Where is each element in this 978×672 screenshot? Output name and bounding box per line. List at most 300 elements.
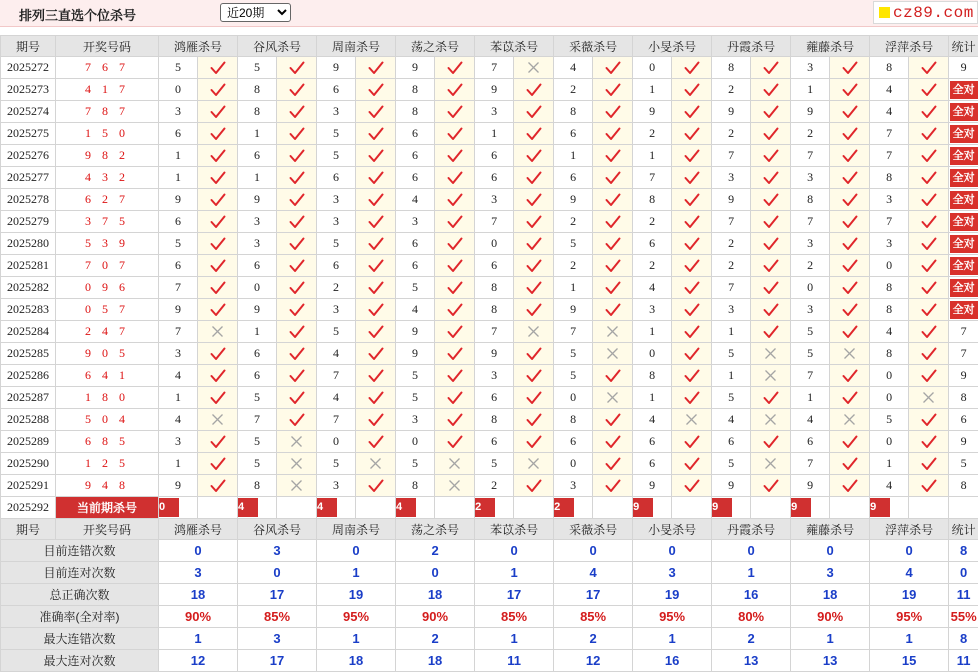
kill-number-cell: 5 xyxy=(554,365,593,387)
check-icon-cell xyxy=(593,211,633,233)
current-kill-cell xyxy=(791,497,830,519)
current-kill-cell xyxy=(475,497,514,519)
stat-cell xyxy=(949,123,978,145)
summary-value: 1 xyxy=(317,562,396,584)
check-icon-cell xyxy=(435,145,475,167)
summary-value: 0 xyxy=(870,540,949,562)
check-icon xyxy=(830,237,869,251)
check-icon xyxy=(672,303,711,317)
kill-number-cell: 7 xyxy=(159,321,198,343)
check-icon-cell xyxy=(198,57,238,79)
current-blank-cell xyxy=(672,497,712,519)
check-icon-cell xyxy=(830,365,870,387)
check-icon xyxy=(198,259,237,273)
check-icon-cell xyxy=(435,167,475,189)
check-icon xyxy=(909,149,948,163)
stat-cell xyxy=(949,167,978,189)
kill-number-cell: 7 xyxy=(475,57,514,79)
stat-cell xyxy=(949,189,978,211)
check-icon xyxy=(751,171,790,185)
check-icon-cell xyxy=(672,321,712,343)
header-expert: 苯苡杀号 xyxy=(475,36,554,57)
current-kill-cell xyxy=(554,497,593,519)
check-icon xyxy=(435,171,474,185)
header-expert: 丹霞杀号 xyxy=(712,36,791,57)
cross-icon-cell xyxy=(909,387,949,409)
check-icon-cell xyxy=(198,211,238,233)
check-icon xyxy=(672,281,711,295)
kill-number-cell: 3 xyxy=(396,409,435,431)
check-icon-cell xyxy=(356,299,396,321)
check-icon xyxy=(435,149,474,163)
kill-number-cell: 7 xyxy=(317,409,356,431)
check-icon-cell xyxy=(356,321,396,343)
check-icon-cell xyxy=(356,409,396,431)
check-icon-cell xyxy=(514,233,554,255)
kill-number-cell: 3 xyxy=(317,475,356,497)
kill-number-cell: 7 xyxy=(712,211,751,233)
kill-number-cell: 5 xyxy=(238,57,277,79)
current-stat-cell xyxy=(949,497,978,519)
check-icon xyxy=(672,61,711,75)
kill-number-cell: 5 xyxy=(396,453,435,475)
current-blank-cell xyxy=(277,497,317,519)
check-icon xyxy=(277,303,316,317)
summary-value: 90% xyxy=(159,606,238,628)
kill-number-cell: 9 xyxy=(712,101,751,123)
current-blank-cell xyxy=(751,497,791,519)
kill-number-cell: 9 xyxy=(475,343,514,365)
kill-number-cell: 9 xyxy=(554,189,593,211)
check-icon-cell xyxy=(356,145,396,167)
check-icon xyxy=(356,215,395,229)
check-icon xyxy=(356,281,395,295)
check-icon-cell xyxy=(909,123,949,145)
kill-number-cell: 2 xyxy=(554,79,593,101)
check-icon xyxy=(593,149,632,163)
period-cell: 2025286 xyxy=(1,365,56,387)
draw-number-cell: 9 4 8 xyxy=(56,475,159,497)
kill-number-cell: 2 xyxy=(475,475,514,497)
check-icon-cell xyxy=(830,387,870,409)
kill-number-cell: 9 xyxy=(159,299,198,321)
check-icon-cell xyxy=(356,79,396,101)
table-row xyxy=(1,167,978,189)
check-icon-cell xyxy=(830,431,870,453)
stat-cell xyxy=(949,299,978,321)
check-icon-cell xyxy=(277,409,317,431)
check-icon-cell xyxy=(277,79,317,101)
table-header-row xyxy=(1,36,978,57)
check-icon-cell xyxy=(435,409,475,431)
summary-value: 13 xyxy=(712,650,791,672)
current-kill-number: 9 xyxy=(870,498,890,517)
check-icon xyxy=(593,479,632,493)
current-blank-cell xyxy=(593,497,633,519)
check-icon xyxy=(514,171,553,185)
kill-number-cell: 6 xyxy=(475,387,514,409)
check-icon xyxy=(277,281,316,295)
cross-icon xyxy=(751,347,790,360)
check-icon xyxy=(435,347,474,361)
kill-number-cell: 8 xyxy=(712,57,751,79)
check-icon-cell xyxy=(830,101,870,123)
cross-icon xyxy=(593,347,632,360)
draw-number-cell: 4 3 2 xyxy=(56,167,159,189)
check-icon-cell xyxy=(830,277,870,299)
summary-value: 3 xyxy=(159,562,238,584)
cross-icon-cell xyxy=(514,453,554,475)
summary-value: 18 xyxy=(396,650,475,672)
kill-number-cell: 2 xyxy=(633,123,672,145)
check-icon-cell xyxy=(198,167,238,189)
kill-number-cell: 3 xyxy=(159,101,198,123)
check-icon xyxy=(277,171,316,185)
check-icon-cell xyxy=(435,299,475,321)
check-icon-cell xyxy=(435,233,475,255)
check-icon-cell xyxy=(593,431,633,453)
kill-number-cell: 0 xyxy=(870,387,909,409)
table-row xyxy=(1,123,978,145)
header-expert: 丹霞杀号 xyxy=(712,519,791,540)
check-icon xyxy=(909,457,948,471)
check-icon-cell xyxy=(435,343,475,365)
kill-number-cell: 7 xyxy=(791,365,830,387)
summary-value: 85% xyxy=(554,606,633,628)
header-period: 期号 xyxy=(1,36,56,57)
check-icon xyxy=(909,127,948,141)
check-icon-cell xyxy=(514,409,554,431)
current-kill-number: 9 xyxy=(633,498,653,517)
kill-number-cell: 6 xyxy=(238,255,277,277)
check-icon xyxy=(672,479,711,493)
current-blank-cell xyxy=(435,497,475,519)
kill-number-cell: 3 xyxy=(475,365,514,387)
summary-value: 0 xyxy=(791,540,870,562)
cross-icon-cell xyxy=(672,409,712,431)
kill-number-cell: 4 xyxy=(633,277,672,299)
check-icon xyxy=(830,259,869,273)
cross-icon-cell xyxy=(593,387,633,409)
check-icon-cell xyxy=(751,167,791,189)
stat-cell: 8 xyxy=(949,475,978,497)
check-icon-cell xyxy=(593,233,633,255)
check-icon xyxy=(830,61,869,75)
kill-number-cell: 5 xyxy=(712,453,751,475)
check-icon-cell xyxy=(909,409,949,431)
check-icon-cell xyxy=(277,299,317,321)
cross-icon-cell xyxy=(435,453,475,475)
kill-number-cell: 4 xyxy=(870,321,909,343)
kill-number-cell: 0 xyxy=(554,453,593,475)
summary-value: 3 xyxy=(633,562,712,584)
check-icon-cell xyxy=(672,365,712,387)
kill-number-cell: 6 xyxy=(633,431,672,453)
check-icon-cell xyxy=(514,123,554,145)
check-icon-cell xyxy=(593,79,633,101)
check-icon xyxy=(830,391,869,405)
check-icon xyxy=(277,105,316,119)
check-icon xyxy=(356,435,395,449)
table-row xyxy=(1,387,978,409)
check-icon-cell xyxy=(198,343,238,365)
kill-number-cell: 2 xyxy=(554,211,593,233)
kill-number-cell: 7 xyxy=(712,145,751,167)
summary-row xyxy=(1,628,978,650)
check-icon xyxy=(356,413,395,427)
kill-number-cell: 5 xyxy=(238,431,277,453)
check-icon xyxy=(356,105,395,119)
check-icon xyxy=(830,127,869,141)
top-bar xyxy=(0,0,978,27)
check-icon xyxy=(514,435,553,449)
kill-number-cell: 9 xyxy=(159,189,198,211)
summary-value: 1 xyxy=(317,628,396,650)
kill-number-cell: 0 xyxy=(317,431,356,453)
table-row xyxy=(1,145,978,167)
summary-value: 18 xyxy=(317,650,396,672)
check-icon-cell xyxy=(751,321,791,343)
header-period: 期号 xyxy=(1,519,56,540)
kill-number-cell: 6 xyxy=(238,365,277,387)
check-icon xyxy=(277,259,316,273)
check-icon xyxy=(198,435,237,449)
kill-number-cell: 2 xyxy=(712,255,751,277)
table-row xyxy=(1,233,978,255)
period-cell: 2025278 xyxy=(1,189,56,211)
summary-value: 17 xyxy=(554,584,633,606)
kill-number-cell: 9 xyxy=(396,57,435,79)
kill-number-cell: 7 xyxy=(791,211,830,233)
current-kill-number: 2 xyxy=(475,498,495,517)
current-kill-cell xyxy=(712,497,751,519)
check-icon-cell xyxy=(909,145,949,167)
check-icon-cell xyxy=(277,365,317,387)
check-icon-cell xyxy=(198,453,238,475)
current-kill-cell xyxy=(159,497,198,519)
check-icon xyxy=(909,325,948,339)
kill-number-cell: 4 xyxy=(317,387,356,409)
header-expert: 谷风杀号 xyxy=(238,36,317,57)
draw-number-cell: 9 8 2 xyxy=(56,145,159,167)
check-icon xyxy=(593,215,632,229)
summary-value: 17 xyxy=(475,584,554,606)
check-icon-cell xyxy=(198,101,238,123)
check-icon-cell xyxy=(198,365,238,387)
kill-number-cell: 6 xyxy=(791,431,830,453)
cross-icon-cell xyxy=(593,343,633,365)
check-icon xyxy=(356,479,395,493)
kill-number-cell: 7 xyxy=(870,145,909,167)
cross-icon-cell xyxy=(435,475,475,497)
check-icon xyxy=(514,193,553,207)
summary-value: 11 xyxy=(475,650,554,672)
check-icon xyxy=(356,149,395,163)
check-icon-cell xyxy=(356,343,396,365)
summary-value: 1 xyxy=(475,628,554,650)
check-icon-cell xyxy=(672,475,712,497)
check-icon xyxy=(435,83,474,97)
period-cell: 2025290 xyxy=(1,453,56,475)
summary-value: 2 xyxy=(396,540,475,562)
check-icon xyxy=(356,127,395,141)
check-icon-cell xyxy=(356,189,396,211)
check-icon xyxy=(198,149,237,163)
check-icon xyxy=(909,369,948,383)
check-icon-cell xyxy=(909,343,949,365)
header-expert: 小旻杀号 xyxy=(633,36,712,57)
check-icon-cell xyxy=(672,101,712,123)
kill-number-cell: 8 xyxy=(870,167,909,189)
check-icon xyxy=(909,303,948,317)
kill-number-cell: 4 xyxy=(870,79,909,101)
check-icon xyxy=(277,83,316,97)
check-icon xyxy=(909,479,948,493)
kill-number-cell: 9 xyxy=(475,79,514,101)
kill-number-cell: 6 xyxy=(475,167,514,189)
stat-cell: 7 xyxy=(949,321,978,343)
summary-value: 3 xyxy=(238,628,317,650)
kill-number-cell: 5 xyxy=(396,277,435,299)
kill-number-cell: 3 xyxy=(317,189,356,211)
all-correct-badge: 全对 xyxy=(950,301,978,319)
check-icon-cell xyxy=(909,57,949,79)
all-correct-badge: 全对 xyxy=(950,257,978,275)
summary-value: 19 xyxy=(317,584,396,606)
check-icon xyxy=(830,281,869,295)
check-icon xyxy=(277,325,316,339)
check-icon xyxy=(909,413,948,427)
kill-number-cell: 4 xyxy=(396,299,435,321)
kill-number-cell: 5 xyxy=(554,343,593,365)
check-icon-cell xyxy=(830,453,870,475)
check-icon-cell xyxy=(593,475,633,497)
check-icon xyxy=(830,303,869,317)
check-icon-cell xyxy=(751,475,791,497)
period-range-select[interactable] xyxy=(220,3,291,22)
kill-number-cell: 5 xyxy=(791,343,830,365)
check-icon xyxy=(356,369,395,383)
check-icon-cell xyxy=(198,255,238,277)
check-icon-cell xyxy=(356,211,396,233)
cross-icon-cell xyxy=(514,57,554,79)
check-icon-cell xyxy=(277,189,317,211)
current-kill-number: 9 xyxy=(712,498,732,517)
check-icon xyxy=(356,347,395,361)
check-icon-cell xyxy=(751,299,791,321)
check-icon-cell xyxy=(909,167,949,189)
check-icon-cell xyxy=(435,387,475,409)
check-icon xyxy=(672,83,711,97)
check-icon-cell xyxy=(830,57,870,79)
kill-number-cell: 8 xyxy=(554,101,593,123)
cross-icon-cell xyxy=(593,321,633,343)
check-icon-cell xyxy=(830,167,870,189)
all-correct-badge: 全对 xyxy=(950,169,978,187)
cross-icon xyxy=(435,479,474,492)
all-correct-badge: 全对 xyxy=(950,191,978,209)
period-cell: 2025274 xyxy=(1,101,56,123)
kill-number-cell: 8 xyxy=(396,101,435,123)
period-cell: 2025277 xyxy=(1,167,56,189)
check-icon xyxy=(435,237,474,251)
site-logo[interactable] xyxy=(873,1,978,24)
check-icon-cell xyxy=(909,321,949,343)
kill-number-cell: 9 xyxy=(712,189,751,211)
check-icon-cell xyxy=(751,145,791,167)
check-icon xyxy=(198,479,237,493)
current-blank-cell xyxy=(830,497,870,519)
check-icon-cell xyxy=(830,123,870,145)
kill-number-cell: 6 xyxy=(396,167,435,189)
check-icon xyxy=(672,171,711,185)
cross-icon-cell xyxy=(277,431,317,453)
check-icon xyxy=(593,171,632,185)
check-icon-cell xyxy=(830,299,870,321)
check-icon-cell xyxy=(277,387,317,409)
current-kill-number: 2 xyxy=(554,498,574,517)
summary-value: 95% xyxy=(633,606,712,628)
header-expert: 周南杀号 xyxy=(317,36,396,57)
kill-number-cell: 2 xyxy=(712,79,751,101)
draw-number-cell: 3 7 5 xyxy=(56,211,159,233)
check-icon-cell xyxy=(909,365,949,387)
kill-number-cell: 3 xyxy=(791,167,830,189)
stat-cell xyxy=(949,211,978,233)
kill-number-cell: 6 xyxy=(396,123,435,145)
check-icon-cell xyxy=(435,57,475,79)
kill-number-cell: 1 xyxy=(554,277,593,299)
check-icon xyxy=(198,61,237,75)
kill-number-cell: 0 xyxy=(554,387,593,409)
kill-number-cell: 8 xyxy=(238,79,277,101)
kill-number-cell: 6 xyxy=(238,343,277,365)
check-icon xyxy=(277,61,316,75)
check-icon-cell xyxy=(751,79,791,101)
check-icon xyxy=(751,149,790,163)
check-icon xyxy=(751,61,790,75)
draw-number-cell: 7 8 7 xyxy=(56,101,159,123)
check-icon-cell xyxy=(198,475,238,497)
draw-number-cell: 7 0 7 xyxy=(56,255,159,277)
cross-icon xyxy=(514,457,553,470)
draw-number-cell: 9 0 5 xyxy=(56,343,159,365)
check-icon xyxy=(830,193,869,207)
check-icon xyxy=(514,391,553,405)
kill-number-cell: 3 xyxy=(159,431,198,453)
summary-row xyxy=(1,606,978,628)
kill-number-cell: 7 xyxy=(870,211,909,233)
period-cell: 2025284 xyxy=(1,321,56,343)
summary-label: 总正确次数 xyxy=(1,584,159,606)
current-kill-number: 0 xyxy=(159,498,179,517)
summary-value: 4 xyxy=(870,562,949,584)
kill-number-cell: 9 xyxy=(396,343,435,365)
table-row xyxy=(1,189,978,211)
period-cell: 2025279 xyxy=(1,211,56,233)
kill-number-cell: 0 xyxy=(870,431,909,453)
kill-number-cell: 7 xyxy=(712,277,751,299)
summary-row xyxy=(1,650,978,672)
stat-cell: 9 xyxy=(949,431,978,453)
cross-icon-cell xyxy=(198,409,238,431)
check-icon xyxy=(514,105,553,119)
summary-value: 1 xyxy=(159,628,238,650)
check-icon xyxy=(909,105,948,119)
kill-number-cell: 5 xyxy=(554,233,593,255)
check-icon xyxy=(277,149,316,163)
summary-label: 最大连错次数 xyxy=(1,628,159,650)
